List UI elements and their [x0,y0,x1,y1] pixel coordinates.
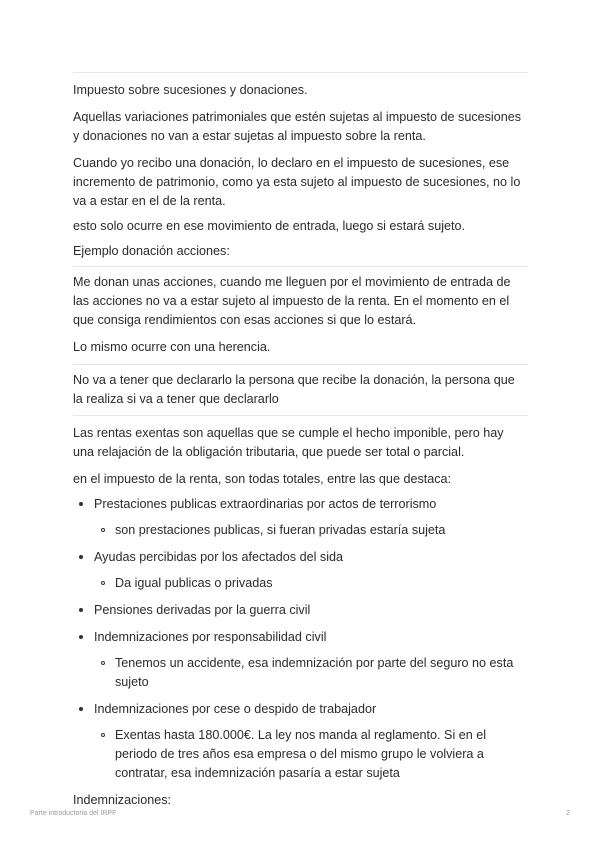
list-item [73,628,528,692]
list-item [73,700,528,783]
divider [73,72,528,73]
list-item-text: Indemnizaciones por responsabilidad civil [94,630,327,644]
sub-list [94,654,528,692]
document-page [73,72,528,810]
paragraph: Me donan unas acciones, cuando me lleguen por el movimiento de entrada de las acciones no va a estar sujeto al impuesto de la renta. En el momento en el que consiga rendimientos con esas acciones si que lo estará. [73,275,511,327]
list-item [73,495,528,540]
paragraph: en el impuesto de la renta, son todas totales, entre las que destaca: [73,472,452,486]
paragraph: Las rentas exentas son aquellas que se cumple el hecho imponible, pero hay una relajación de la obligación tributaria, que puede ser total o parcial. [73,426,504,459]
list-item-text: Prestaciones publicas extraordinarias por actos de terrorismo [94,497,437,511]
page-number: 2 [566,810,570,817]
footer-title: Parte introductoria del IRPF [30,810,117,817]
paragraph: Lo mismo ocurre con una herencia. [73,340,271,354]
sub-list-item: Da igual publicas o privadas [94,574,528,593]
paragraph: esto solo ocurre en ese movimiento de entrada, luego si estará sujeto. [73,219,466,233]
divider [73,266,528,267]
paragraph: Impuesto sobre sucesiones y donaciones. [73,83,308,97]
paragraph: Aquellas variaciones patrimoniales que estén sujetas al impuesto de sucesiones y donaciones no van a estar sujetas al impuesto sobre la renta. [73,110,522,143]
sub-list [94,726,528,783]
divider [73,364,528,365]
list-item [73,601,528,620]
paragraph: Indemnizaciones: [73,793,172,807]
list-item [73,548,528,593]
paragraph: Cuando yo recibo una donación, lo declaro en el impuesto de sucesiones, ese incremento de patrimonio, como ya esta sujeto al impuesto de sucesiones, no lo va a estar en el de la renta. [73,156,521,208]
sub-list-item: Tenemos un accidente, esa indemnización por parte del seguro no esta sujeto [94,654,528,692]
paragraph: Ejemplo donación acciones: [73,244,230,258]
list-item-text: Ayudas percibidas por los afectados del sida [94,550,343,564]
exempt-income-list [73,495,528,783]
sub-list [94,574,528,593]
sub-list-item: Exentas hasta 180.000€. La ley nos manda al reglamento. Si en el periodo de tres años esa empresa o del mismo grupo le volviera a contratar, esa indemnización pasaría a estar sujeta [94,726,528,783]
paragraph: No va a tener que declararlo la persona que recibe la donación, la persona que la realiza si va a tener que declararlo [73,373,515,406]
sub-list-item: son prestaciones publicas, si fueran privadas estaría sujeta [94,521,528,540]
list-item-text: Pensiones derivadas por la guerra civil [94,603,311,617]
sub-list [94,521,528,540]
divider [73,415,528,416]
list-item-text: Indemnizaciones por cese o despido de trabajador [94,702,377,716]
